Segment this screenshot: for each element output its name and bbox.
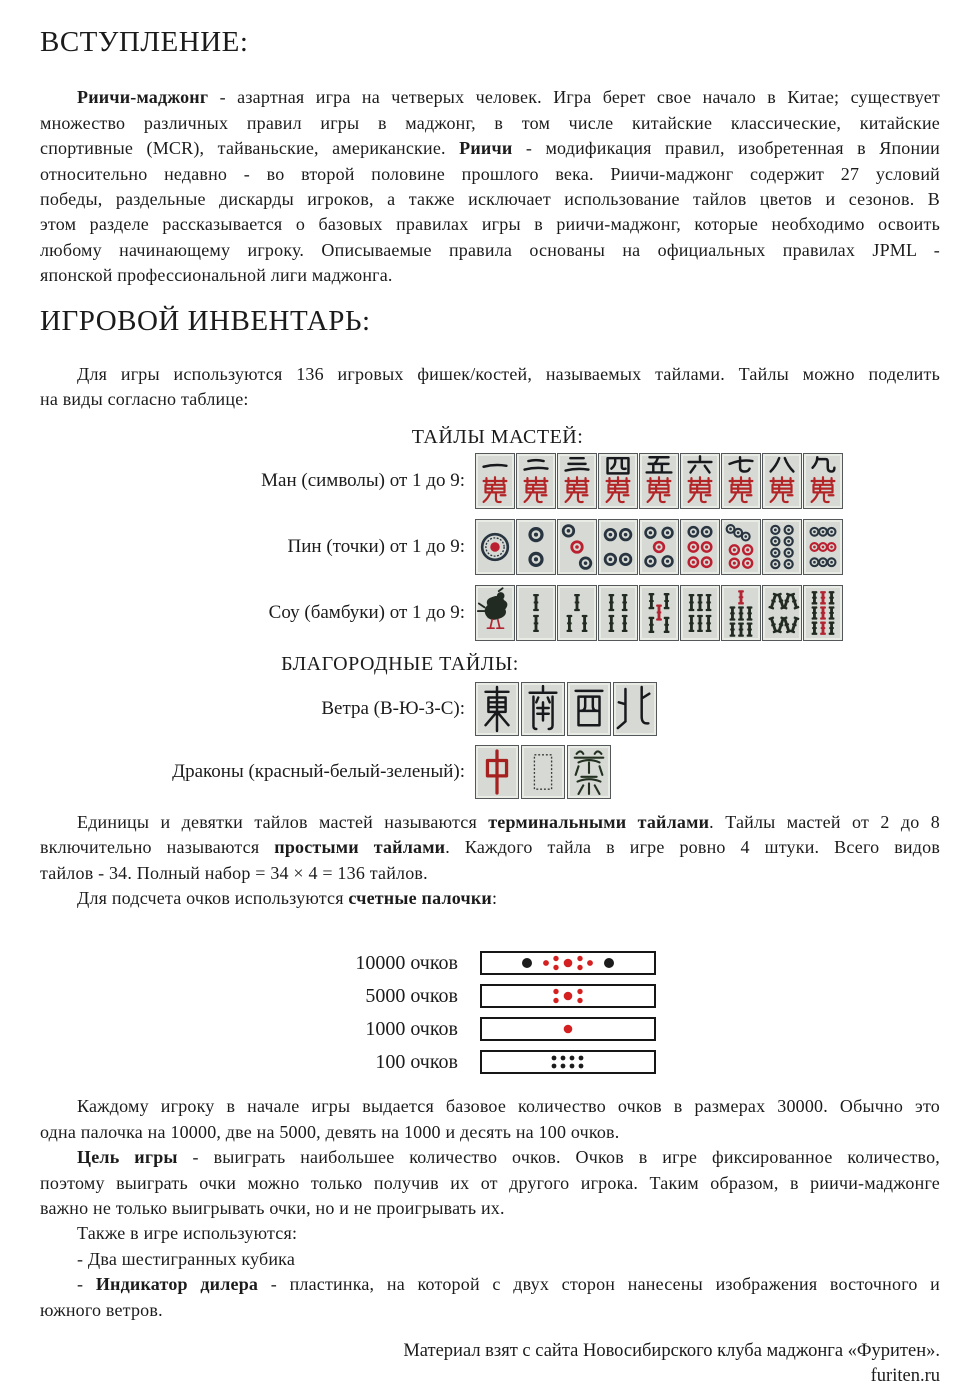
text-line: одна палочка на 10000, две на 5000, девять на 1000 и десять на 100 очков. xyxy=(40,1121,620,1142)
tile-sou-3 xyxy=(557,585,597,641)
footer-credit: Материал взят с сайта Новосибирского клуба маджонга «Фуритен». xyxy=(403,1341,940,1362)
tile-dragon-red xyxy=(475,745,519,799)
honors-subheading: БЛАГОРОДНЫЕ ТАЙЛЫ: xyxy=(281,652,519,675)
tile-row-dragons-label: Драконы (красный-белый-зеленый): xyxy=(172,760,465,782)
inventory-heading: ИГРОВОЙ ИНВЕНТАРЬ: xyxy=(40,304,371,337)
text-line: Цель игры - выиграть наибольшее количество очков. Очков в игре фиксированное количество, xyxy=(77,1147,940,1168)
tile-pin-1 xyxy=(475,519,515,575)
goal-paragraph xyxy=(40,1145,940,1221)
tile-pin-2 xyxy=(516,519,556,575)
text-line: южного ветров. xyxy=(40,1299,163,1320)
sticks-intro-paragraph xyxy=(40,886,940,911)
tile-pin-5 xyxy=(639,519,679,575)
suits-subheading: ТАЙЛЫ МАСТЕЙ: xyxy=(411,425,584,448)
tile-man-6 xyxy=(680,453,720,509)
tile-sou-7 xyxy=(721,585,761,641)
footer xyxy=(40,1339,940,1389)
tile-man-3 xyxy=(557,453,597,509)
tile-wind-south xyxy=(521,682,565,736)
also-used-line xyxy=(40,1221,940,1246)
tile-strip-winds xyxy=(475,682,657,736)
tile-man-8 xyxy=(762,453,802,509)
tile-dragon-white xyxy=(521,745,565,799)
stick-label-1000: 1000 очков xyxy=(365,1017,458,1040)
tile-sou-4 xyxy=(598,585,638,641)
tile-row-winds-label: Ветра (В-Ю-З-С): xyxy=(321,697,465,719)
text-line: этом разделе рассказывается о базовых правилах игры в риичи-маджонг, которые необходимо освоить xyxy=(40,214,940,235)
text-line: Каждому игроку в начале игры выдается базовое количество очков в размерах 30000. Обычно это xyxy=(77,1096,940,1117)
text-line: - Индикатор дилера - пластинка, на которой с двух сторон нанесены изображения восточного и xyxy=(77,1274,940,1295)
footer-site-link: furiten.ru xyxy=(870,1366,940,1387)
text-line: Риичи-маджонг - азартная игра на четверых человек. Игра берет свое начало в Китае; существует xyxy=(77,87,940,108)
tile-sou-2 xyxy=(516,585,556,641)
text-line: множество различных правил игры в маджонг, в том числе китайские классические, китайские xyxy=(40,112,940,133)
stick-1000 xyxy=(480,1017,656,1041)
inventory-paragraph xyxy=(40,362,940,413)
text-line: Для игры используются 136 игровых фишек/костей, называемых тайлами. Тайлы можно поделить xyxy=(77,363,940,384)
tile-row-dragons xyxy=(40,745,940,799)
tile-dragon-green xyxy=(567,745,611,799)
text-line: Единицы и девятки тайлов мастей называются терминальными тайлами. Тайлы мастей от 2 до 8 xyxy=(77,811,940,832)
tile-sou-6 xyxy=(680,585,720,641)
tile-man-1 xyxy=(475,453,515,509)
terminal-tiles-paragraph xyxy=(40,810,940,886)
text-line: включительно называются простыми тайлами. Каждого тайла в игре ровно 4 штуки. Всего видов xyxy=(40,837,941,858)
tile-man-4 xyxy=(598,453,638,509)
tile-row-pin-label: Пин (точки) от 1 до 9: xyxy=(287,535,465,557)
tile-pin-9 xyxy=(803,519,843,575)
stick-label-100: 100 очков xyxy=(375,1050,458,1073)
text-line: японской профессиональной лиги маджонга. xyxy=(40,265,393,286)
tile-row-man xyxy=(40,453,940,509)
tile-wind-east xyxy=(475,682,519,736)
tile-pin-4 xyxy=(598,519,638,575)
tile-strip-sou xyxy=(475,585,843,641)
text-line: важно не только выигрывать очки, но и не проигрывать их. xyxy=(40,1198,505,1218)
tile-row-winds xyxy=(40,682,940,736)
text-line: победы, раздельные дискарды игроков, а также исключает использование тайлов цветов и сезонов. В xyxy=(40,188,940,209)
points-paragraph xyxy=(40,1094,940,1145)
tile-row-sou-label: Соу (бамбуки) от 1 до 9: xyxy=(268,601,465,623)
text-line: Также в игре используются: xyxy=(77,1223,298,1244)
stick-row-1000 xyxy=(40,1017,940,1041)
stick-10000 xyxy=(480,951,656,975)
text-line: Для подсчета очков используются счетные палочки: xyxy=(77,887,498,908)
tile-strip-man xyxy=(475,453,843,509)
text-line: на виды согласно таблице: xyxy=(40,389,249,410)
tile-sou-5 xyxy=(639,585,679,641)
sticks-table xyxy=(40,951,940,1074)
tile-pin-6 xyxy=(680,519,720,575)
tile-row-man-label: Ман (символы) от 1 до 9: xyxy=(261,469,465,491)
text-line: - Два шестигранных кубика xyxy=(77,1248,296,1269)
text-line: тайлов - 34. Полный набор = 34 × 4 = 136 тайлов. xyxy=(40,862,428,883)
tile-row-sou xyxy=(40,585,940,641)
text-line: относительно недавно - во второй половине прошлого века. Риичи-маджонг содержит 27 условий xyxy=(40,163,940,184)
intro-paragraph xyxy=(40,85,940,288)
stick-100 xyxy=(480,1050,656,1074)
tile-pin-3 xyxy=(557,519,597,575)
tile-wind-north xyxy=(613,682,657,736)
tile-wind-west xyxy=(567,682,611,736)
tile-row-pin xyxy=(40,519,940,575)
stick-row-5000 xyxy=(40,984,940,1008)
tile-man-7 xyxy=(721,453,761,509)
tile-pin-7 xyxy=(721,519,761,575)
tile-sou-1 xyxy=(475,585,515,641)
stick-5000 xyxy=(480,984,656,1008)
dealer-indicator-paragraph xyxy=(40,1272,940,1323)
tile-strip-dragons xyxy=(475,745,611,799)
tile-strip-pin xyxy=(475,519,843,575)
intro-heading: ВСТУПЛЕНИЕ: xyxy=(40,26,249,58)
tile-sou-8 xyxy=(762,585,802,641)
tile-pin-8 xyxy=(762,519,802,575)
stick-row-100 xyxy=(40,1050,940,1074)
text-line: поэтому выиграть очки можно только получив их от другого игрока. Таким образом, в риичи-маджонге xyxy=(40,1172,940,1193)
tile-man-5 xyxy=(639,453,679,509)
text-line: спортивные (MCR), тайваньские, американские. Риичи - модификация правил, изобретенная в Японии xyxy=(40,138,940,159)
dice-line xyxy=(40,1247,940,1272)
text-line: любому начинающему игроку. Описываемые правила основаны на официальных правилах JPML - xyxy=(40,239,940,260)
tile-sou-9 xyxy=(803,585,843,641)
stick-label-10000: 10000 очков xyxy=(355,951,458,974)
stick-label-5000: 5000 очков xyxy=(365,984,458,1007)
stick-row-10000 xyxy=(40,951,940,975)
tile-man-2 xyxy=(516,453,556,509)
tile-man-9 xyxy=(803,453,843,509)
